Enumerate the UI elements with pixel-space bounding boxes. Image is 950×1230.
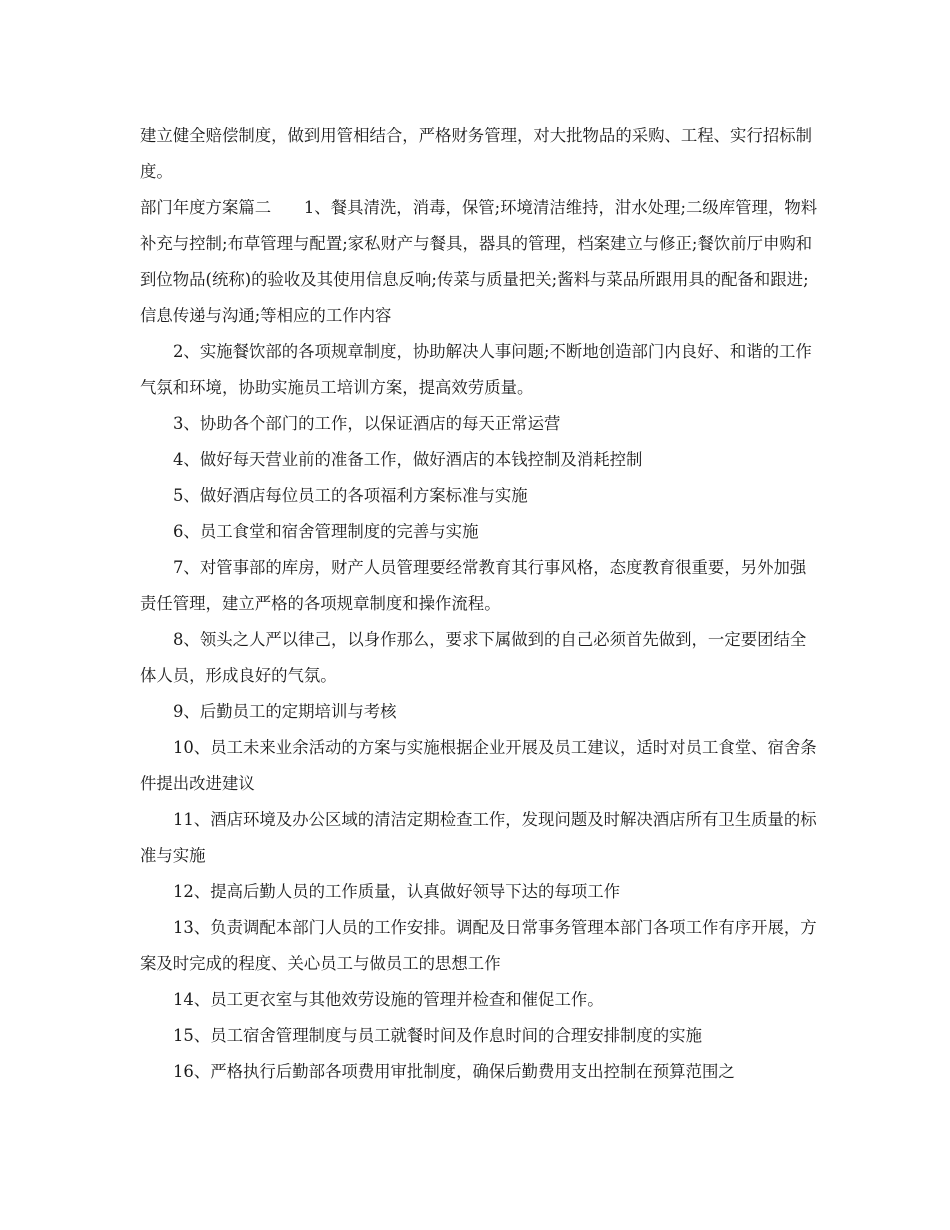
paragraph-item-16: 16、严格执行后勤部各项费用审批制度，确保后勤费用支出控制在预算范围之 — [173, 1062, 735, 1081]
paragraph-item-10: 10、员工未来业余活动的方案与实施根据企业开展及员工建议，适时对员工食堂、宿舍条件提出改进建议 — [140, 738, 817, 793]
paragraph-section-heading: 部门年度方案篇二 1、餐具清洗，消毒，保管;环境清洁维持，泔水处理;二级库管理，物料补充与控制;布草管理与配置;家私财产与餐具，器具的管理，档案建立与修正;餐饮前厅申购和到位物品(统称)的验收及其使用信息反响;传菜与质量把关;酱料与菜品所跟用具的配备和跟进;信息传递与沟通;等相应的工作内容 — [140, 198, 818, 325]
paragraph-item-15: 15、员工宿舍管理制度与员工就餐时间及作息时间的合理安排制度的实施 — [173, 1026, 702, 1045]
paragraph-item-2: 2、实施餐饮部的各项规章制度，协助解决人事问题;不断地创造部门内良好、和谐的工作气氛和环境，协助实施员工培训方案，提高效劳质量。 — [140, 342, 812, 397]
paragraph-item-11: 11、酒店环境及办公区域的清洁定期检查工作，发现问题及时解决酒店所有卫生质量的标准与实施 — [140, 810, 817, 865]
paragraph-item-8: 8、领头之人严以律己，以身作那么，要求下属做到的自己必须首先做到，一定要团结全体人员，形成良好的气氛。 — [140, 630, 807, 685]
paragraph-item-13: 13、负责调配本部门人员的工作安排。调配及日常事务管理本部门各项工作有序开展，方案及时完成的程度、关心员工与做员工的思想工作 — [140, 918, 817, 973]
document-body — [140, 118, 820, 1090]
paragraph-item-12: 12、提高后勤人员的工作质量，认真做好领导下达的每项工作 — [173, 882, 621, 901]
paragraph-intro: 建立健全赔偿制度，做到用管相结合，严格财务管理，对大批物品的采购、工程、实行招标制度。 — [140, 126, 813, 181]
paragraph-item-9: 9、后勤员工的定期培训与考核 — [173, 702, 397, 721]
paragraph-item-6: 6、员工食堂和宿舍管理制度的完善与实施 — [173, 522, 479, 541]
paragraph-item-14: 14、员工更衣室与其他效劳设施的管理并检查和催促工作。 — [173, 990, 604, 1009]
paragraph-item-5: 5、做好酒店每位员工的各项福利方案标准与实施 — [173, 486, 528, 505]
paragraph-item-3: 3、协助各个部门的工作，以保证酒店的每天正常运营 — [173, 414, 561, 433]
paragraph-item-7: 7、对管事部的库房，财产人员管理要经常教育其行事风格，态度教育很重要，另外加强责任管理，建立严格的各项规章制度和操作流程。 — [140, 558, 807, 613]
paragraph-item-4: 4、做好每天营业前的准备工作，做好酒店的本钱控制及消耗控制 — [173, 450, 643, 469]
